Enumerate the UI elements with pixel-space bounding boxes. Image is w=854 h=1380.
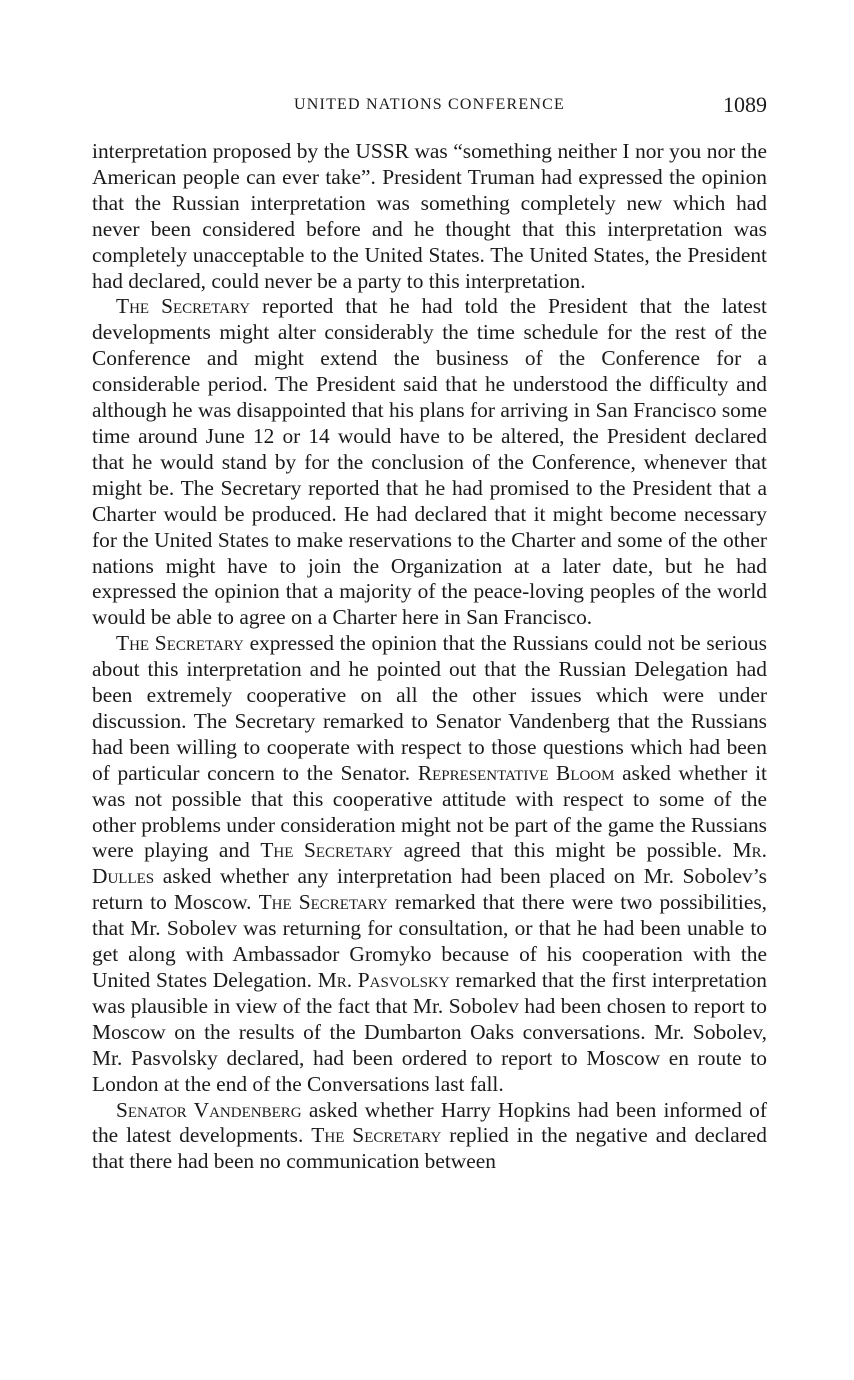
text-segment: asked whether it was not possible that this cooperative attitude with respect to some of the other problems under consideration might not be part of the game the Russians were playing and	[92, 760, 767, 863]
paragraph	[92, 294, 767, 631]
speaker-name: The Secretary	[258, 890, 388, 915]
text-segment: agreed that this might be possible.	[393, 838, 733, 863]
text-segment: remarked that the first interpretation was plausible in view of the fact that Mr. Sobolev had been chosen to report to Moscow on the results of the Dumbarton Oaks conversations. Mr. Sobolev, Mr. Pasvolsky declared, had been ordered to report to Moscow en route to London at the end of the Conversations last fall.	[92, 968, 767, 1096]
speaker-name: The Secretary	[116, 631, 244, 656]
speaker-name: Mr. Pasvolsky	[317, 968, 450, 992]
text-segment: interpretation proposed by the USSR was “something neither I nor you nor the American people can ever take”. President Truman had expressed the opinion that the Russian interpretation was something completely new which had never been considered before and he thought that this interpretation was completely unacceptable to the United States. The United States, the President had declared, could never be a party to this interpretation.	[92, 139, 767, 293]
text-segment: remarked that there were two possibilities, that Mr. Sobolev was returning for consultation, or that he had been unable to get along with Ambassador Gromyko because of his cooperation with the United States Delegation.	[92, 890, 768, 992]
page-number: 1089	[723, 92, 767, 117]
page-header	[92, 92, 767, 122]
text-segment: asked whether Harry Hopkins had been informed of the latest developments.	[92, 1097, 767, 1148]
running-head: UNITED NATIONS CONFERENCE	[294, 96, 565, 113]
speaker-name: Representative Bloom	[417, 760, 615, 785]
speaker-name: The Secretary	[311, 1123, 442, 1148]
text-segment: replied in the negative and declared that there had been no communication between	[92, 1123, 767, 1174]
paragraph	[92, 139, 767, 294]
speaker-name: Mr. Dulles	[92, 838, 767, 889]
speaker-name: The Secretary	[260, 838, 394, 863]
body-text	[92, 139, 767, 1175]
text-segment: reported that he had told the President that the latest developments might alter considerably the time schedule for the rest of the Conference and might extend the business of the Conference for a considerable period. The President said that he understood the difficulty and although he was disappointed that his plans for arriving in San Francisco some time around June 12 or 14 would have to be altered, the President declared that he would stand by for the conclusion of the Conference, whenever that might be. The Secretary reported that he had promised to the President that a Charter would be produced. He had declared that it might become necessary for the United States to make reservations to the Charter and some of the other nations might have to join the Organization at a later date, but he had expressed the opinion that a majority of the peace-loving peoples of the world would be able to agree on a Charter here in San Francisco.	[92, 294, 767, 630]
text-segment: asked whether any interpretation had been placed on Mr. Sobolev’s return to Moscow.	[92, 864, 767, 915]
speaker-name: The Secretary	[116, 294, 251, 319]
text-segment: expressed the opinion that the Russians could not be serious about this interpretation and he pointed out that the Russian Delegation had been extremely cooperative on all the other issues which were under discussion. The Secretary remarked to Senator Vandenberg that the Russians had been willing to cooperate with respect to those questions which had been of particular concern to the Senator.	[92, 631, 767, 785]
speaker-name: Senator Vandenberg	[116, 1097, 302, 1122]
paragraph	[92, 1098, 767, 1176]
paragraph	[92, 631, 767, 1097]
